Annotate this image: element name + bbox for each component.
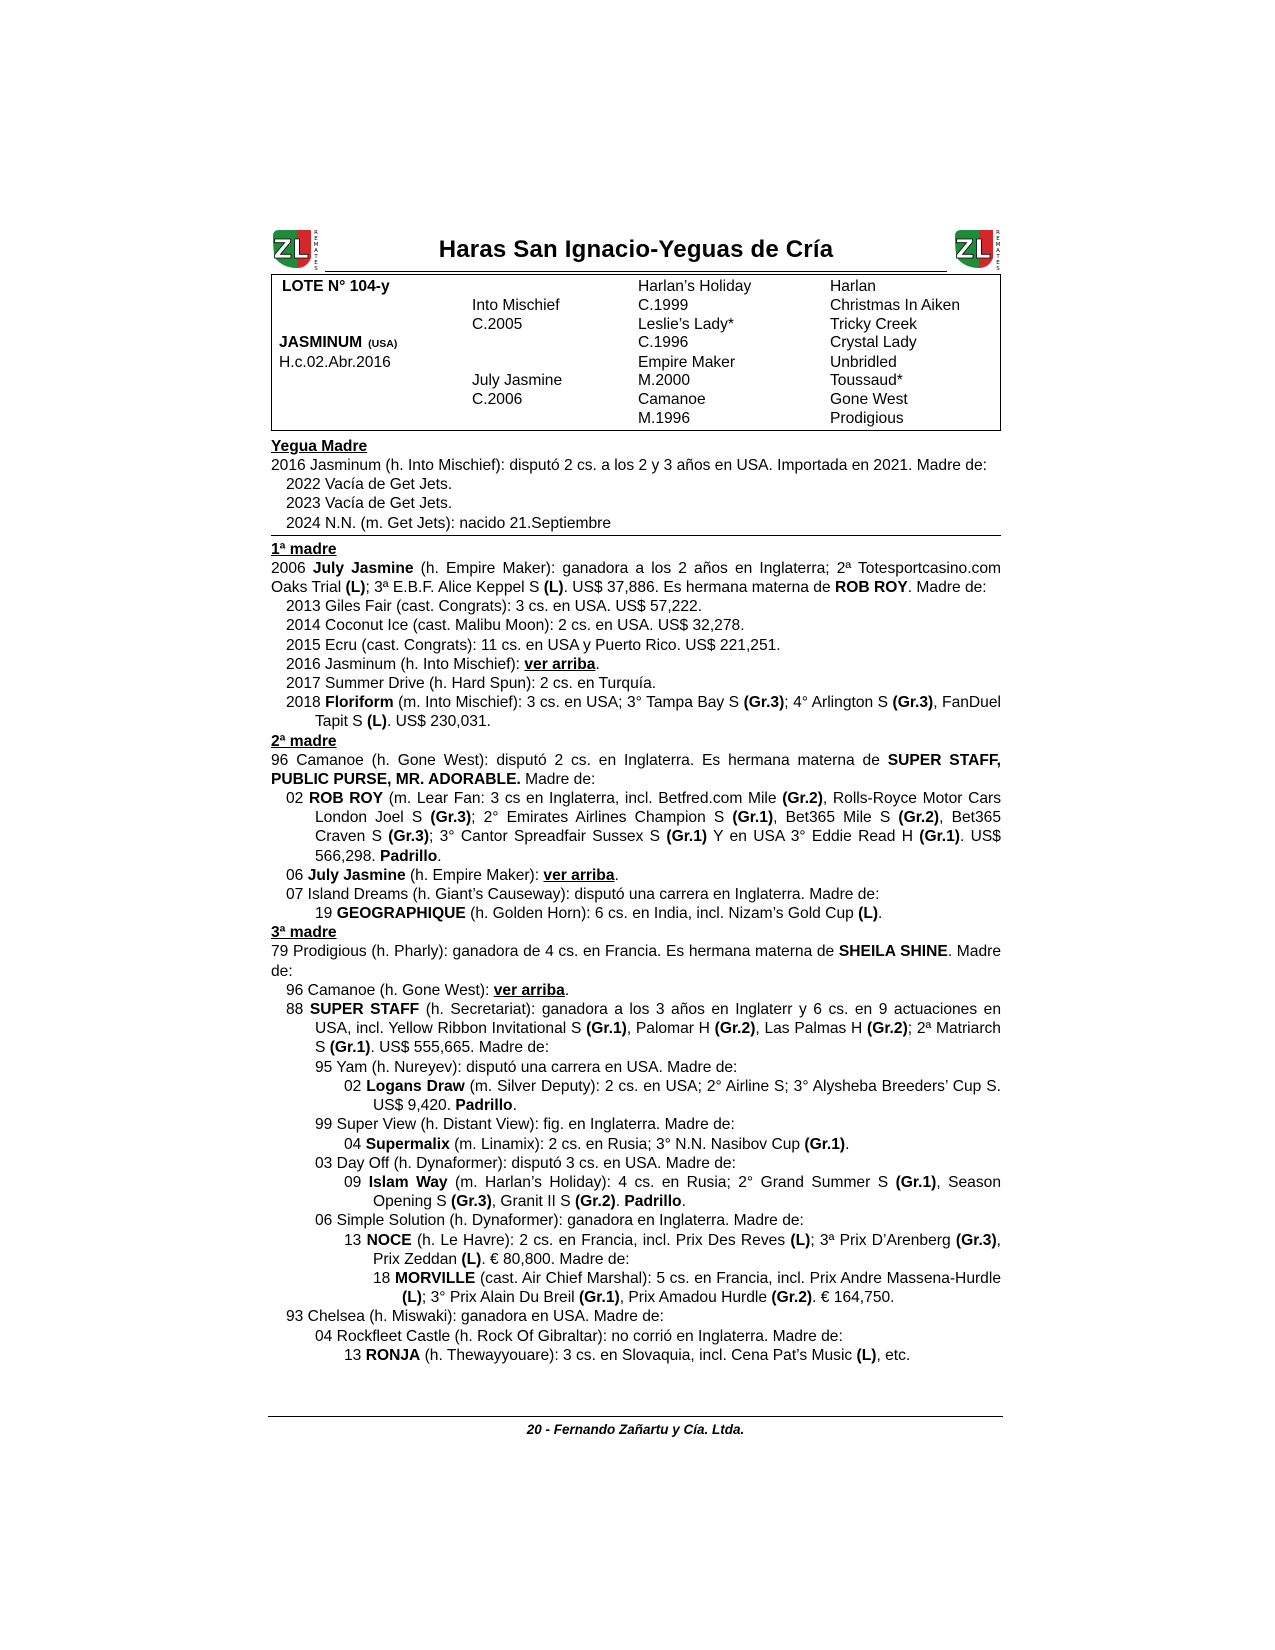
list-item: 19 GEOGRAPHIQUE (h. Golden Horn): 6 cs. en India, incl. Nizam’s Gold Cup (L). — [315, 905, 883, 923]
gen4-name: Toussaud* — [830, 372, 903, 389]
gen4-name: Gone West — [830, 391, 908, 408]
section-intro: 2006 July Jasmine (h. Empire Maker): ganadora a los 2 años en Inglaterra; 2ª Totesportcasino.com Oaks Trial (L); 3ª E.B.F. Alice Keppel S (L). US$ 37,886. Es hermana materna de ROB ROY. Madre de: — [271, 559, 1002, 597]
gen3-name: Camanoe — [638, 391, 706, 408]
svg-text:ZL: ZL — [955, 235, 991, 265]
list-item: 13 RONJA (h. Thewayyouare): 3 cs. en Slovaquia, incl. Cena Pat’s Music (L), etc. — [344, 1346, 911, 1364]
gen4-name: Christmas In Aiken — [830, 297, 960, 314]
horse-name-text: JASMINUM — [279, 334, 363, 351]
gen4-name: Crystal Lady — [830, 334, 917, 351]
svg-text:R: R — [996, 230, 1000, 236]
list-item: 2023 Vacía de Get Jets. — [286, 495, 453, 513]
list-item: 13 NOCE (h. Le Havre): 2 cs. en Francia, incl. Prix Des Reves (L); 3ª Prix D’Arenberg (Gr.3), Prix Zeddan (L). € 80,800. Madre de: — [344, 1231, 1001, 1268]
section-title: 1ª madre — [271, 540, 337, 558]
gen4-name: Tricky Creek — [830, 316, 917, 333]
list-item: 2016 Jasminum (h. Into Mischief): ver arriba. — [286, 655, 600, 673]
list-item: 09 Islam Way (m. Harlan’s Holiday): 4 cs. en Rusia; 2° Grand Summer S (Gr.1), Season Opening S (Gr.3), Granit II S (Gr.2). Padrillo. — [344, 1173, 1001, 1211]
list-item: 2013 Giles Fair (cast. Congrats): 3 cs. en USA. US$ 57,222. — [286, 598, 703, 616]
gen4-name: Prodigious — [830, 410, 904, 427]
svg-text:S: S — [314, 266, 318, 272]
list-item: 02 ROB ROY (m. Lear Fan: 3 cs en Inglaterra, incl. Betfred.com Mile (Gr.2), Rolls-Royce Motor Cars London Joel S (Gr.3); 2° Emirates Airlines Champion S (Gr.1), Bet365 Mile S (Gr.2), Bet365 Craven S (Gr.3); 3° Cantor Spreadfair Sussex S (Gr.1) Y en USA 3° Eddie Read H (Gr.1). US$ 566,298. Padrillo. — [286, 790, 1002, 865]
title-underline — [325, 271, 947, 272]
gen3-name: Leslie’s Lady* — [638, 316, 734, 333]
sire-name: Into Mischief — [472, 297, 560, 314]
list-item: 2018 Floriform (m. Into Mischief): 3 cs. en USA; 3° Tampa Bay S (Gr.3); 4° Arlington S (Gr.3), FanDuel Tapit S (L). US$ 230,031. — [286, 694, 1001, 731]
list-item: 02 Logans Draw (m. Silver Deputy): 2 cs. en USA; 2° Airline S; 3° Alysheba Breeders’ Cup S. US$ 9,420. Padrillo. — [344, 1077, 1001, 1115]
gen3-name: Harlan’s Holiday — [638, 278, 752, 295]
list-item: 2017 Summer Drive (h. Hard Spun): 2 cs. en Turquía. — [286, 675, 657, 693]
list-item: 96 Camanoe (h. Gone West): ver arriba. — [286, 981, 570, 999]
svg-text:E: E — [996, 236, 1000, 242]
svg-text:M: M — [995, 242, 1001, 248]
list-item: 88 SUPER STAFF (h. Secretariat): ganadora a los 3 años en Inglaterr y 6 cs. en 9 actuaciones en USA, incl. Yellow Ribbon Invitational S (Gr.1), Palomar H (Gr.2), Las Palmas H (Gr.2); 2ª Matriarch S (Gr.1). US$ 555,665. Madre de: — [286, 1001, 1001, 1057]
ver-arriba-link[interactable]: ver arriba — [524, 655, 596, 673]
gen3-info: M.1996 — [638, 410, 691, 427]
svg-text:A: A — [314, 248, 318, 254]
list-item: 18 MORVILLE (cast. Air Chief Marshal): 5 cs. en Francia, incl. Prix Andre Massena-Hurdle (L); 3° Prix Alain Du Breil (Gr.1), Prix Amadou Hurdle (Gr.2). € 164,750. — [373, 1269, 1001, 1307]
catalog-page — [271, 224, 1001, 1365]
list-item: 07 Island Dreams (h. Giant’s Causeway): disputó una carrera en Inglaterra. Madre de: — [286, 886, 880, 904]
primera-madre-section — [271, 540, 1001, 732]
list-item: 03 Day Off (h. Dynaformer): disputó 3 cs. en USA. Madre de: — [315, 1154, 736, 1172]
svg-text:M: M — [313, 242, 319, 248]
list-item: 93 Chelsea (h. Miswaki): ganadora en USA. Madre de: — [286, 1308, 664, 1326]
list-item: 04 Rockfleet Castle (h. Rock Of Gibraltar): no corrió en Inglaterra. Madre de: — [315, 1327, 843, 1345]
list-item: 2015 Ecru (cast. Congrats): 11 cs. en USA y Puerto Rico. US$ 221,251. — [286, 636, 781, 654]
list-item: 06 Simple Solution (h. Dynaformer): ganadora en Inglaterra. Madre de: — [315, 1212, 804, 1230]
page-title: Haras San Ignacio-Yeguas de Cría — [438, 236, 834, 263]
svg-text:ZL: ZL — [273, 235, 309, 265]
list-item: 2022 Vacía de Get Jets. — [286, 476, 453, 494]
section-divider — [271, 535, 1001, 536]
svg-text:S: S — [996, 266, 1000, 272]
svg-text:E: E — [314, 236, 318, 242]
section-title: Yegua Madre — [271, 438, 368, 455]
list-item: 04 Supermalix (m. Linamix): 2 cs. en Rusia; 3° N.N. Nasibov Cup (Gr.1). — [344, 1135, 850, 1153]
svg-text:E: E — [996, 260, 1000, 266]
sire-info: C.2005 — [472, 316, 523, 333]
svg-text:A: A — [996, 248, 1000, 254]
ver-arriba-link[interactable]: ver arriba — [493, 981, 565, 999]
dam-name: July Jasmine — [472, 372, 563, 389]
section-intro: 96 Camanoe (h. Gone West): disputó 2 cs. en Inglaterra. Es hermana materna de SUPER STAFF, PUBLIC PURSE, MR. ADORABLE. Madre de: — [271, 751, 1001, 788]
gen3-info: C.1996 — [638, 334, 689, 351]
list-item: 06 July Jasmine (h. Empire Maker): ver arriba. — [286, 866, 619, 884]
list-item: 95 Yam (h. Nureyev): disputó una carrera en USA. Madre de: — [315, 1058, 738, 1076]
svg-text:T: T — [996, 254, 1000, 260]
tercera-madre-section — [271, 923, 1001, 1364]
lote-number: LOTE N° 104-y — [282, 278, 390, 295]
list-item: 2014 Coconut Ice (cast. Malibu Moon): 2 cs. en USA. US$ 32,278. — [286, 617, 745, 635]
section-title: 3ª madre — [271, 924, 337, 942]
svg-text:T: T — [314, 254, 318, 260]
yegua-madre-section — [271, 437, 1001, 533]
dam-info: C.2006 — [472, 391, 523, 408]
list-item: 2024 N.N. (m. Get Jets): nacido 21.Septiembre — [286, 514, 612, 532]
horse-origin: (USA) — [368, 338, 398, 350]
horse-info: H.c.02.Abr.2016 — [279, 354, 391, 371]
gen4-name: Unbridled — [830, 354, 897, 371]
gen4-name: Harlan — [830, 278, 876, 295]
page-header — [271, 224, 1001, 272]
zl-remates-logo-icon — [953, 228, 1001, 272]
gen3-info: M.2000 — [638, 372, 691, 389]
section-intro: 2016 Jasminum (h. Into Mischief): disputó 2 cs. a los 2 y 3 años en USA. Importada en 2021. Madre de: — [271, 457, 987, 474]
horse-name — [279, 333, 397, 354]
page-footer: 20 - Fernando Zañartu y Cía. Ltda. — [268, 1416, 1003, 1437]
gen3-info: C.1999 — [638, 297, 689, 314]
section-intro: 79 Prodigious (h. Pharly): ganadora de 4 cs. en Francia. Es hermana materna de SHEILA SHINE. Madre de: — [271, 943, 1001, 980]
svg-text:E: E — [314, 260, 318, 266]
gen3-name: Empire Maker — [638, 354, 736, 371]
ver-arriba-link[interactable]: ver arriba — [543, 866, 615, 884]
section-title: 2ª madre — [271, 732, 337, 750]
zl-remates-logo-icon — [271, 228, 319, 272]
list-item: 99 Super View (h. Distant View): fig. en Inglaterra. Madre de: — [315, 1116, 735, 1134]
svg-text:R: R — [314, 230, 318, 236]
pedigree-table — [271, 274, 1001, 431]
segunda-madre-section — [271, 732, 1001, 924]
